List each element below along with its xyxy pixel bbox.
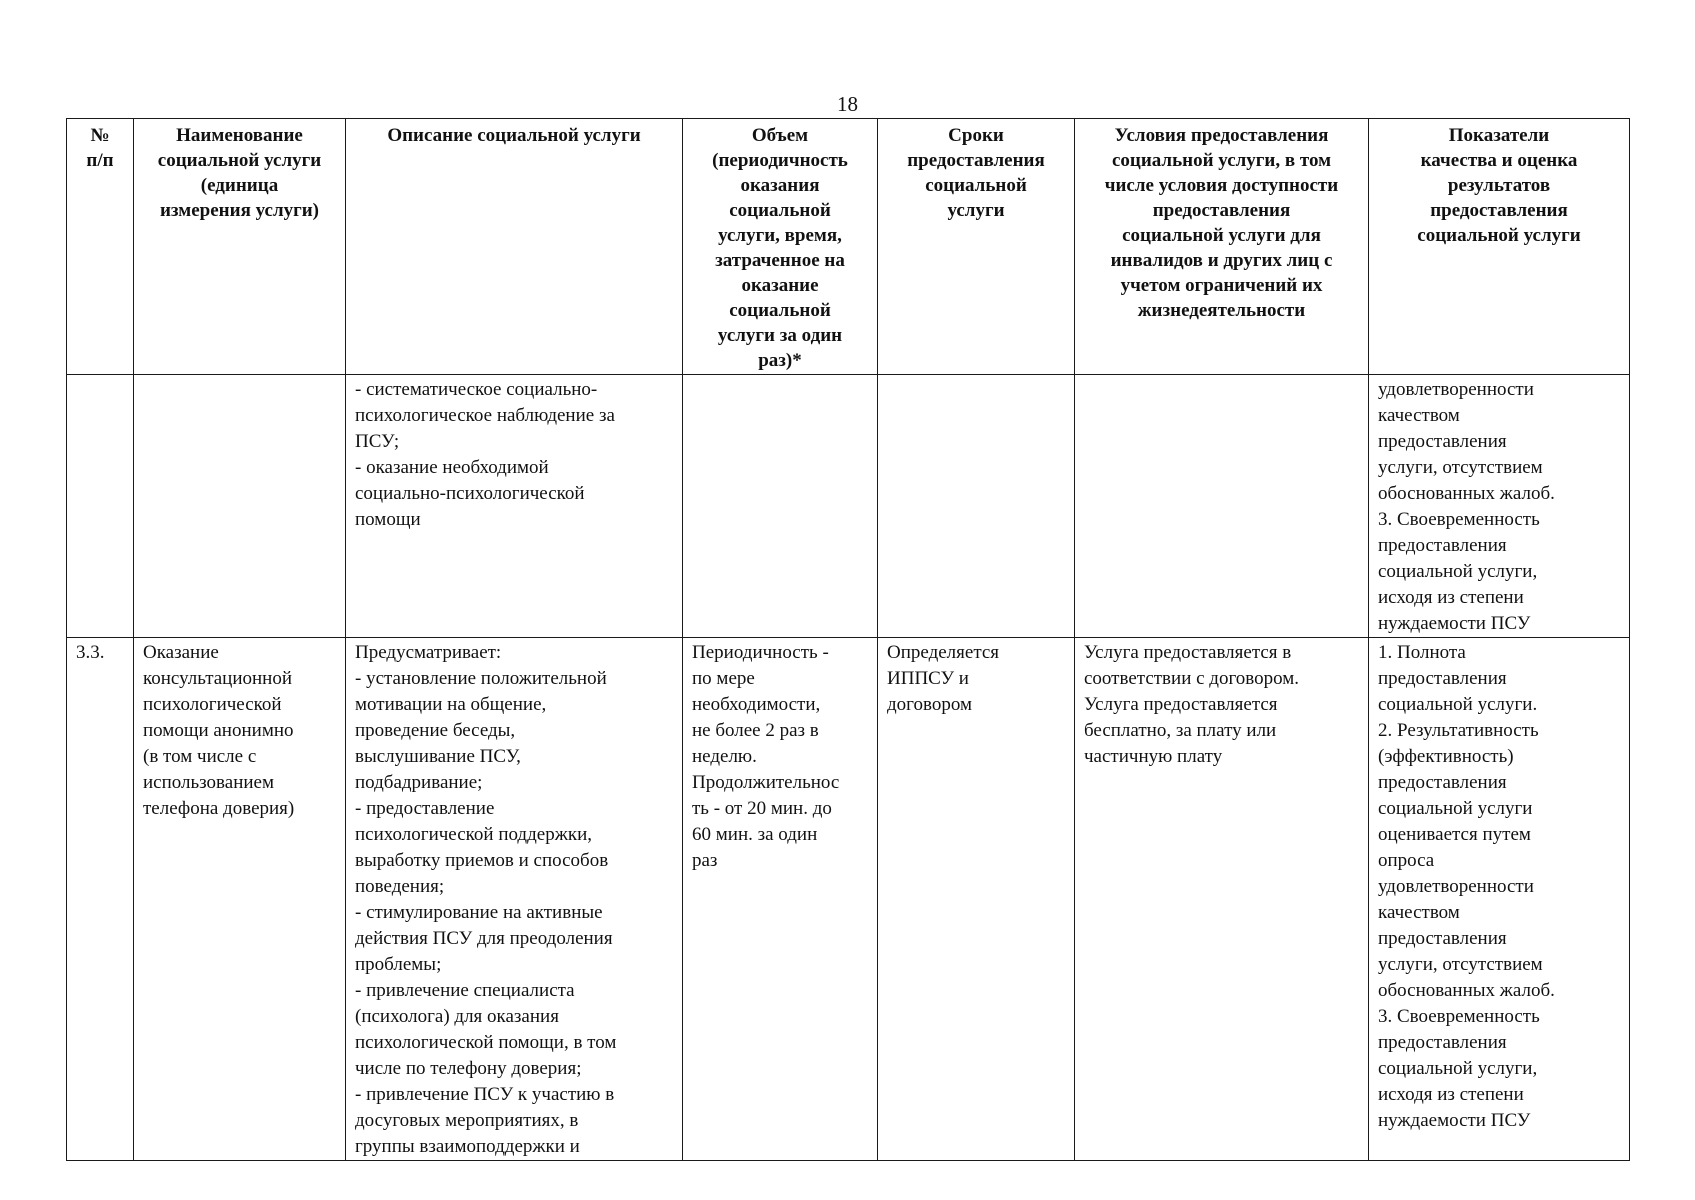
cell-service-volume: Периодичность - по мере необходимости, не более 2 раз в неделю. Продолжительнос ть - от 20 мин. до 60 мин. за один раз bbox=[683, 638, 878, 1161]
table-row bbox=[67, 638, 1630, 1161]
header-service-name: Наименование социальной услуги (единица измерения услуги) bbox=[134, 119, 346, 375]
cell-quality-indicators: 1. Полнота предоставления социальной услуги. 2. Результативность (эффективность) предоставления социальной услуги оценивается путем опроса удовлетворенности качеством предоставления услуги, отсутствием обоснованных жалоб. 3. Своевременность предоставления социальной услуги, исходя из степени нуждаемости ПСУ bbox=[1369, 638, 1630, 1161]
header-service-volume: Объем (периодичность оказания социальной услуги, время, затраченное на оказание социальной услуги за один раз)* bbox=[683, 119, 878, 375]
cell-number bbox=[67, 375, 134, 638]
cell-service-terms: Определяется ИППСУ и договором bbox=[878, 638, 1075, 1161]
page-number: 18 bbox=[837, 92, 858, 116]
cell-quality-indicators: удовлетворенности качеством предоставления услуги, отсутствием обоснованных жалоб. 3. Своевременность предоставления социальной услуги, исходя из степени нуждаемости ПСУ bbox=[1369, 375, 1630, 638]
cell-service-description: Предусматривает: - установление положительной мотивации на общение, проведение беседы, выслушивание ПСУ, подбадривание; - предоставление психологической поддержки, выработку приемов и способов поведения; - стимулирование на активные действия ПСУ для преодоления проблемы; - привлечение специалиста (психолога) для оказания психологической помощи, в том числе по телефону доверия; - привлечение ПСУ к участию в досуговых мероприятиях, в группы взаимоподдержки и bbox=[346, 638, 683, 1161]
header-service-description: Описание социальной услуги bbox=[346, 119, 683, 375]
table-row bbox=[67, 375, 1630, 638]
cell-service-volume bbox=[683, 375, 878, 638]
cell-service-name bbox=[134, 375, 346, 638]
table-header-row bbox=[67, 119, 1630, 375]
header-quality-indicators: Показатели качества и оценка результатов предоставления социальной услуги bbox=[1369, 119, 1630, 375]
social-services-table bbox=[66, 118, 1630, 1161]
header-service-conditions: Условия предоставления социальной услуги, в том числе условия доступности предоставления социальной услуги для инвалидов и других лиц с учетом ограничений их жизнедеятельности bbox=[1075, 119, 1369, 375]
header-number: № п/п bbox=[67, 119, 134, 375]
cell-number: 3.3. bbox=[67, 638, 134, 1161]
cell-service-terms bbox=[878, 375, 1075, 638]
cell-service-conditions: Услуга предоставляется в соответствии с договором. Услуга предоставляется бесплатно, за плату или частичную плату bbox=[1075, 638, 1369, 1161]
cell-service-conditions bbox=[1075, 375, 1369, 638]
cell-service-name: Оказание консультационной психологической помощи анонимно (в том числе с использованием телефона доверия) bbox=[134, 638, 346, 1161]
header-service-terms: Сроки предоставления социальной услуги bbox=[878, 119, 1075, 375]
cell-service-description: - систематическое социально- психологическое наблюдение за ПСУ; - оказание необходимой социально-психологической помощи bbox=[346, 375, 683, 638]
